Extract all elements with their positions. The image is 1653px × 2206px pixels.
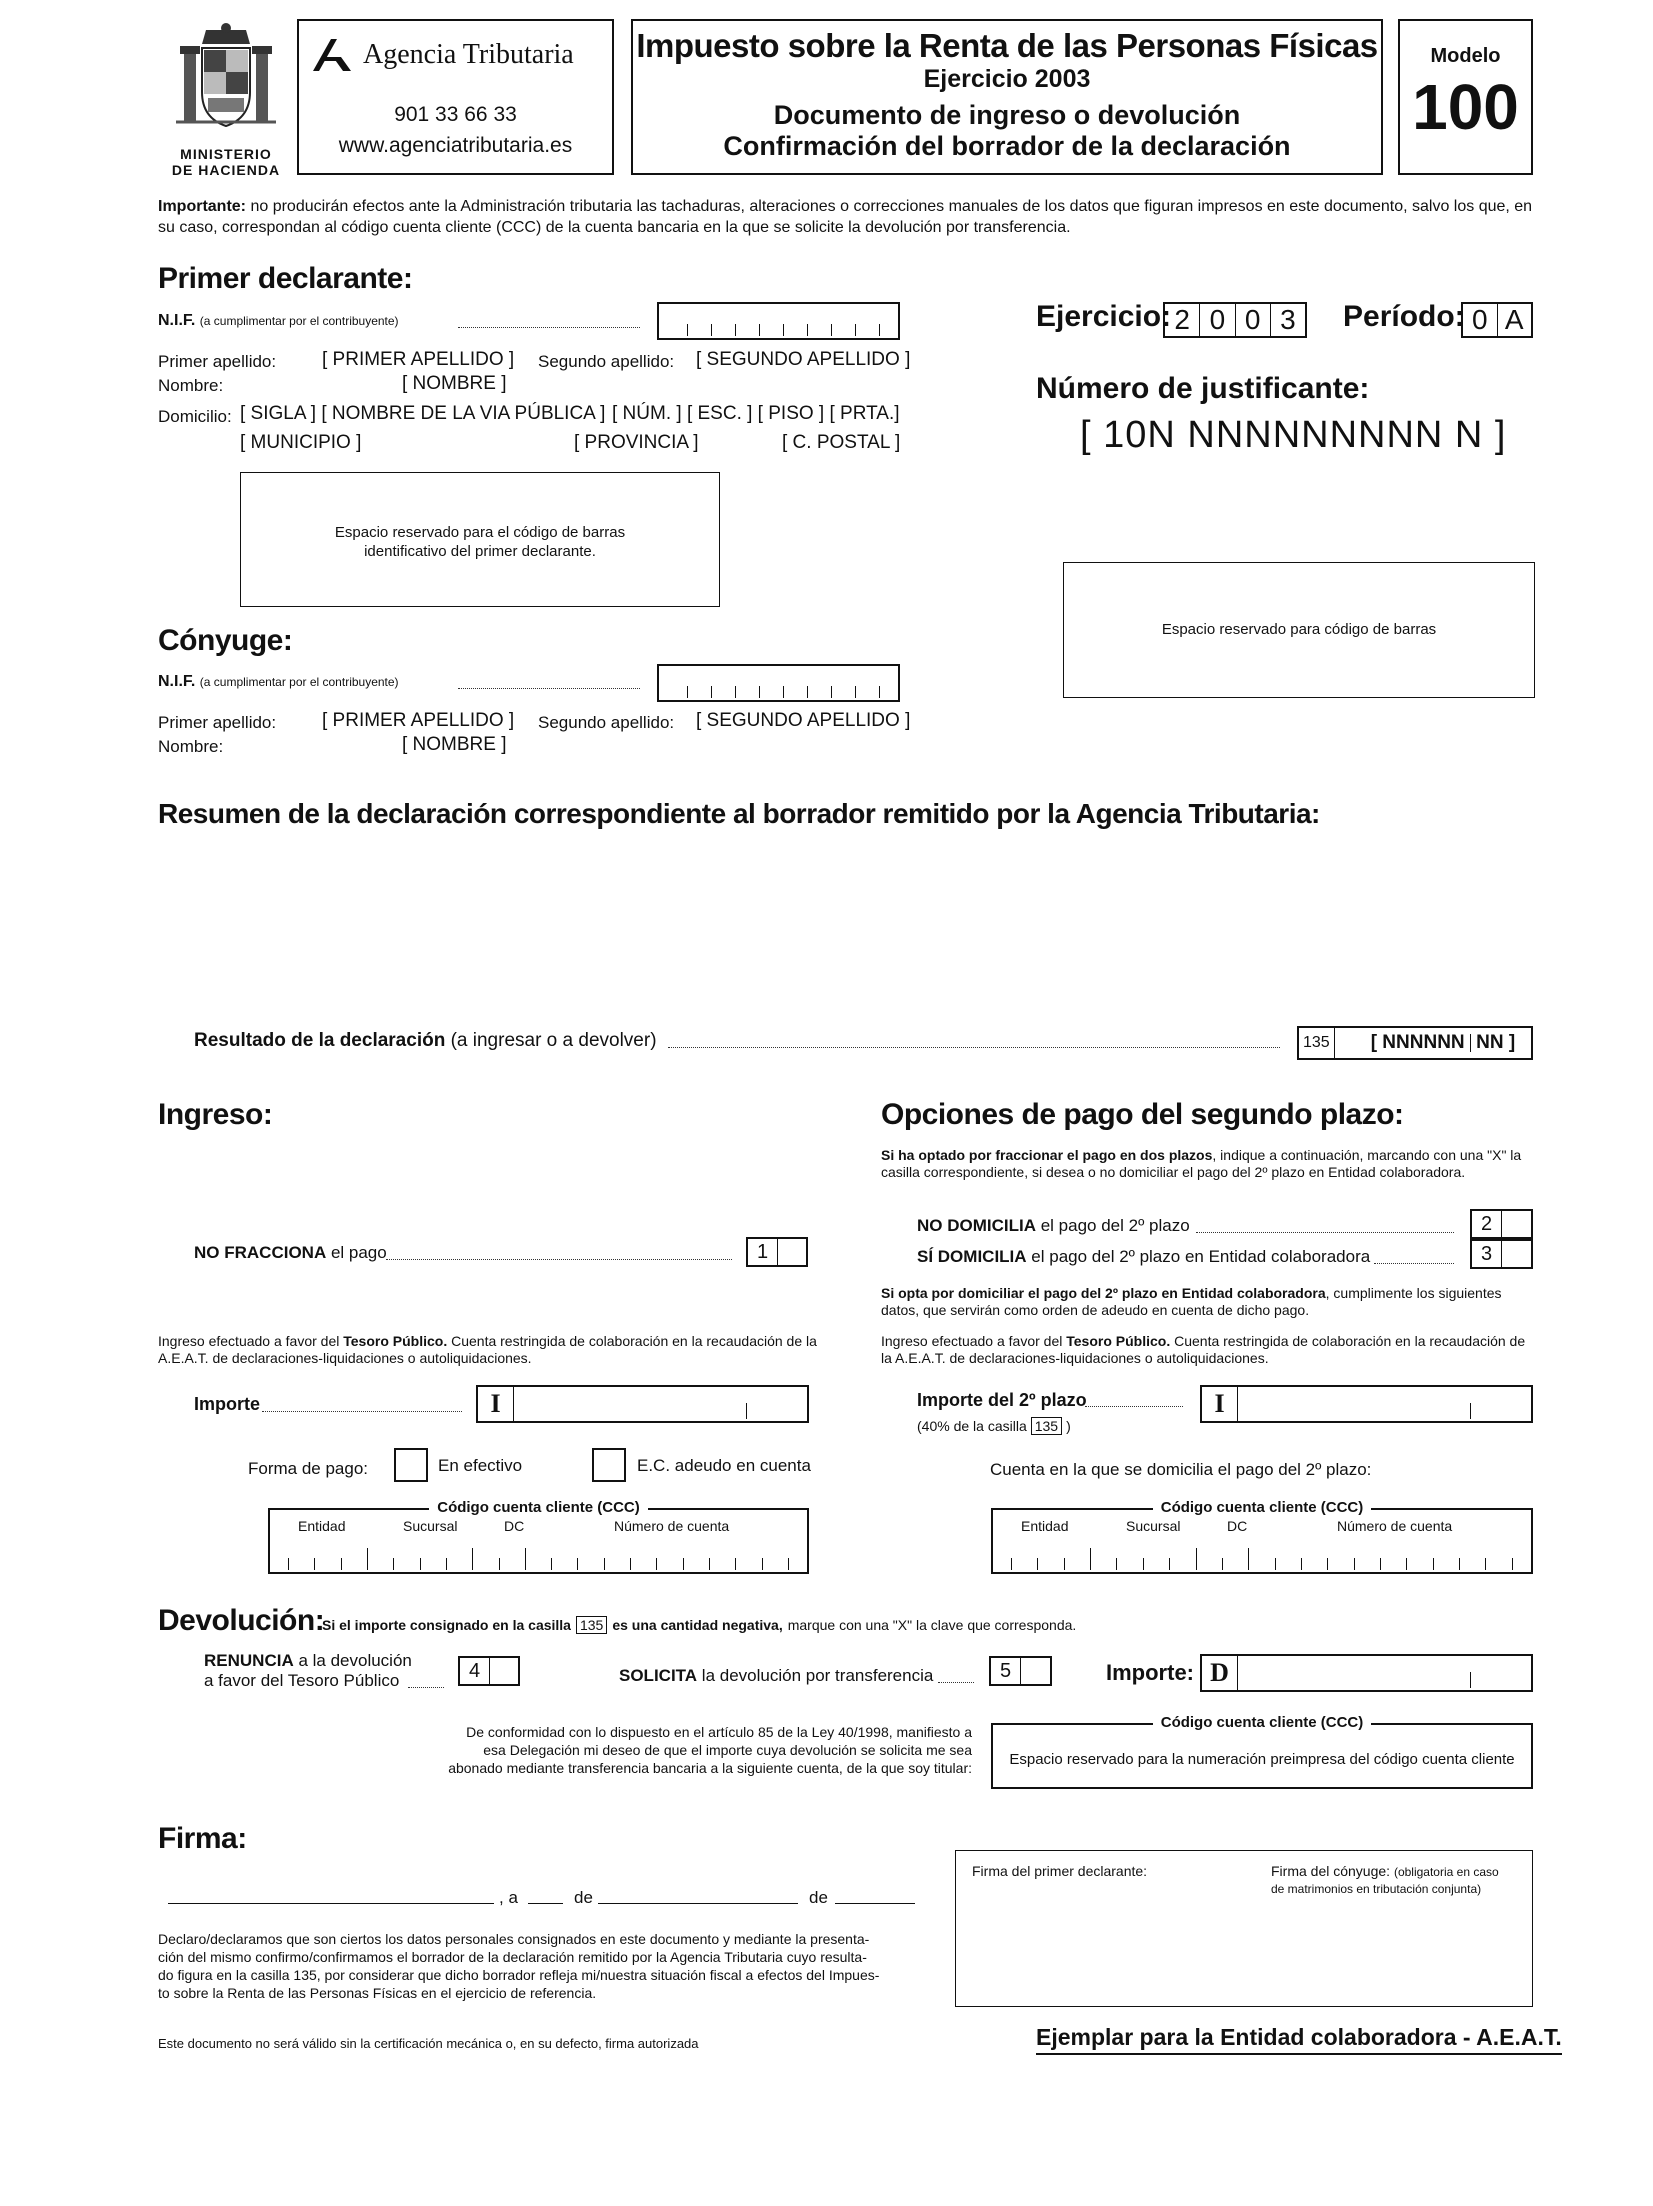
firma-de-label2: de [809,1888,828,1907]
justificante-value: [ 10N NNNNNNNNN N ] [1080,414,1507,456]
important-notice [158,196,1538,238]
ccc-title-text: Código cuenta cliente (CCC) [429,1499,648,1516]
no-fracciona-dots [386,1259,732,1260]
ccc-header-dc: DC [504,1518,525,1534]
tesoro-pre: Ingreso efectuado a favor del [881,1333,1067,1349]
periodo-label: Período: [1343,300,1465,333]
nif-dots [458,327,640,328]
adeudo-label: E.C. adeudo en cuenta [637,1456,811,1475]
domicilio-line1b: [ NÚM. ] [ ESC. ] [ PISO ] [ PRTA.] [612,403,900,424]
tesoro-bold: Tesoro Público. [343,1333,448,1349]
ejercicio-label-text: Ejercicio [1036,300,1162,333]
ingreso-importe-field[interactable] [476,1385,809,1423]
ccc-preprinted-note: Espacio reservado para la numeración preimpresa del código cuenta cliente [1009,1751,1515,1768]
nif-note: (a cumplimentar por el contribuyente) [199,675,399,689]
domicilio-label: Domicilio: [158,407,232,426]
conyuge-primer-apellido-value: [ PRIMER APELLIDO ] [322,710,515,731]
firma-primer-label: Firma del primer declarante: [972,1863,1148,1879]
no-domicilia-dots [1196,1232,1454,1233]
modelo-number: 100 [1412,71,1519,143]
barcode-note-line2: identificativo del primer declarante. [364,543,596,560]
nif-label: N.I.F. [158,312,196,329]
validez-note: Este documento no será válido sin la certificación mecánica o, en su defecto, firma autorizada [158,2036,699,2051]
solicita-dots [938,1682,974,1683]
importe-dots [262,1411,462,1412]
si-domicilia-bold: SÍ DOMICILIA [917,1247,1027,1266]
nif-ticks [687,324,880,336]
barcode-space [1063,562,1535,698]
ccc-title [270,1499,807,1516]
opciones-ccc-field[interactable] [991,1499,1533,1574]
domiciliar-note [881,1285,1533,1319]
ejercicio-digits [1163,302,1307,338]
primer-nif-field[interactable] [657,302,900,340]
place-line[interactable] [168,1903,494,1904]
ccc-ticks [1011,1548,1513,1570]
title-box [631,19,1383,175]
renuncia-label [204,1651,412,1691]
codigo-postal: [ C. POSTAL ] [782,432,901,453]
justificante-label: Número de justificante: [1036,372,1370,405]
no-fracciona-bold: NO FRACCIONA [194,1243,327,1262]
opciones-intro-text: , indique a continuación, marcando con una "X" la casilla correspondiente, si desea o no domiciliar el pago del 2º plazo en Entidad colaboradora. [881,1147,1522,1180]
tesoro-post: Cuenta restringida de colaboración en la recaudación de la A.E.A.T. de declaraciones-liquidaciones o autoliquidaciones. [881,1333,1526,1366]
devolucion-intro [322,1616,1076,1634]
conyuge-segundo-apellido-value: [ SEGUNDO APELLIDO ] [696,710,911,731]
resultado-bold: Resultado de la declaración [194,1030,446,1051]
devolucion-intro-casilla: 135 [576,1616,607,1634]
tesoro-bold: Tesoro Público. [1066,1333,1171,1349]
casilla-5[interactable] [989,1656,1052,1686]
title-line1: Impuesto sobre la Renta de las Personas Físicas [636,27,1378,64]
efectivo-checkbox[interactable] [394,1448,428,1482]
resumen-title: Resumen de la declaración correspondiente al borrador remitido por la Agencia Tributaria: [158,798,1320,829]
conformidad-line3: abonado mediante transferencia bancaria a la siguiente cuenta, de la que soy titular: [448,1760,972,1776]
resultado-dots [668,1047,1280,1048]
primer-declarante-title: Primer declarante: [158,262,413,295]
conyuge-nombre-label: Nombre: [158,737,224,756]
casilla-1[interactable] [746,1237,808,1267]
opciones-importe-dots [1085,1406,1183,1407]
barcode-note-line1: Espacio reservado para el código de barras [334,524,626,541]
no-fracciona-text: el pago [326,1243,387,1262]
title-line3: Documento de ingreso o devolución [773,100,1241,130]
resultado-value-a: [ NNNNNN [1370,1032,1465,1053]
firma-de-label1: de [574,1888,593,1907]
ccc-header-sucursal: Sucursal [1126,1518,1181,1534]
periodo-digit: A [1497,304,1532,336]
devolucion-importe-label: Importe: [1106,1660,1194,1685]
forma-pago-label: Forma de pago: [248,1459,369,1478]
casilla-4-number: 4 [460,1658,490,1684]
opciones-intro-bold: Si ha optado por fraccionar el pago en dos plazos [881,1147,1213,1163]
conyuge-primer-apellido-label: Primer apellido: [158,713,277,732]
barcode-note: Espacio reservado para código de barras [1161,621,1437,638]
resultado-field[interactable] [1297,1026,1533,1060]
firma-conyuge-note2: de matrimonios en tributación conjunta) [1271,1882,1482,1896]
casilla-2-number: 2 [1472,1211,1502,1237]
provincia: [ PROVINCIA ] [574,432,699,453]
casilla-135: 135 [1299,1028,1335,1058]
agency-phone: 901 33 66 33 [394,103,517,126]
coat-of-arms-icon [166,22,286,137]
day-line[interactable] [528,1903,563,1904]
ccc-ticks [288,1548,789,1570]
agency-logo [311,35,574,75]
importe-letter: I [1202,1387,1238,1421]
declaro-line4: to sobre la Renta de las Personas Físicas en el ejercicio de referencia. [158,1985,597,2001]
nombre-label: Nombre: [158,376,224,395]
casilla-3[interactable] [1470,1239,1533,1269]
renuncia-dots [408,1687,444,1688]
ejercicio-label: Ejercicio: [1036,300,1172,333]
domicilio-line1a: [ SIGLA ] [ NOMBRE DE LA VIA PÚBLICA ] [240,403,606,424]
ccc-header-sucursal: Sucursal [403,1518,458,1534]
firma-a-label: , a [499,1888,518,1907]
ccc-title-text: Código cuenta cliente (CCC) [1153,1714,1372,1731]
ccc-title-text: Código cuenta cliente (CCC) [1153,1499,1372,1516]
nombre-value: [ NOMBRE ] [402,373,507,394]
ejercicio-digit: 2 [1174,304,1190,335]
solicita-bold: SOLICITA [619,1666,698,1685]
conyuge-nif-label [158,673,399,691]
title-line2: Ejercicio 2003 [923,65,1091,93]
cuenta-domicilia-label: Cuenta en la que se domicilia el pago del 2º plazo: [990,1460,1372,1479]
opciones-importe-field[interactable] [1200,1385,1533,1423]
conformidad-line1: De conformidad con lo dispuesto en el artículo 85 de la Ley 40/1998, manifiesto a [466,1724,972,1740]
casilla-4[interactable] [458,1656,520,1686]
year-line[interactable] [835,1903,915,1904]
opciones-title: Opciones de pago del segundo plazo: [881,1098,1404,1131]
resultado-value-b: NN ] [1476,1032,1516,1053]
segundo-apellido-value: [ SEGUNDO APELLIDO ] [696,349,911,370]
municipio: [ MUNICIPIO ] [240,432,362,453]
domiciliar-bold: Si opta por domiciliar el pago del 2º plazo en Entidad colaboradora [881,1285,1326,1301]
ministry-name-line1: MINISTERIO [180,146,272,162]
importe-decimal-sep [1470,1672,1472,1688]
importe-decimal-sep [746,1403,748,1419]
nif-note: (a cumplimentar por el contribuyente) [199,314,399,328]
ccc-header-cuenta: Número de cuenta [614,1518,730,1534]
importe-note-pre: (40% de la casilla [917,1418,1027,1434]
primer-nif-label [158,312,399,330]
declaro-line1: Declaro/declaramos que son ciertos los datos personales consignados en este documento y mediante la presenta- [158,1931,870,1947]
modelo-label: Modelo [1430,45,1501,67]
ingreso-ccc-field[interactable] [268,1499,809,1574]
firma-title: Firma: [158,1822,247,1855]
devolucion-importe-field[interactable] [1200,1654,1533,1692]
importe-note-post: ) [1066,1418,1071,1434]
ingreso-title: Ingreso: [158,1098,273,1131]
firma-conyuge-label-text: Firma del cónyuge: [1271,1863,1391,1879]
primer-apellido-value: [ PRIMER APELLIDO ] [322,349,515,370]
casilla-1-number: 1 [748,1239,778,1265]
renuncia-text1: a la devolución [293,1651,412,1670]
solicita-label [619,1666,933,1686]
tesoro-pre: Ingreso efectuado a favor del [158,1333,344,1349]
opciones-intro [881,1147,1533,1181]
si-domicilia-label [917,1247,1370,1267]
devolucion-intro-text: marque con una "X" la clave que corresponda. [787,1617,1077,1633]
conyuge-title: Cónyuge: [158,624,293,657]
conyuge-segundo-apellido-label: Segundo apellido: [538,713,675,732]
agency-logo-icon [311,35,357,75]
segundo-apellido-label: Segundo apellido: [538,352,675,371]
ejercicio-digit: 0 [1235,304,1270,336]
firma-conyuge-note1: (obligatoria en caso [1393,1865,1499,1879]
declaro-text [158,1930,918,2002]
importe-letter: D [1202,1656,1238,1690]
ccc-header-dc: DC [1227,1518,1248,1534]
devolucion-ccc-field [991,1714,1533,1789]
ccc-header-entidad: Entidad [298,1518,346,1534]
nif-ticks [687,686,880,698]
adeudo-checkbox[interactable] [592,1448,626,1482]
ccc-header-entidad: Entidad [1021,1518,1069,1534]
resultado-sep [1470,1034,1472,1052]
casilla-2[interactable] [1470,1209,1533,1239]
important-text: no producirán efectos ante la Administración tributaria las tachaduras, alteraciones o correcciones manuales de los datos que figuran impresos en este documento, salvo los que, en su caso, correspondan al código cuenta cliente (CCC) de la cuenta bancaria en la que se solicite la devolución por transferencia. [158,198,1533,236]
ccc-title [993,1714,1531,1731]
conyuge-nombre-value: [ NOMBRE ] [402,734,507,755]
declaro-line3: do figura en la casilla 135, por considerar que dicho borrador refleja mi/nuestra situación fiscal a efectos del Impues- [158,1967,880,1983]
periodo-digits [1461,302,1533,338]
casilla-3-number: 3 [1472,1241,1502,1267]
ministry-logo [166,22,286,178]
modelo-box [1398,19,1533,175]
no-domicilia-label [917,1216,1190,1236]
title-line4: Confirmación del borrador de la declaración [723,131,1291,161]
importe-decimal-sep [1470,1403,1472,1419]
nif-dots [458,688,640,689]
opciones-tesoro-note [881,1333,1533,1367]
ccc-title [993,1499,1531,1516]
nif-label: N.I.F. [158,673,196,690]
firma-box[interactable] [955,1850,1533,2007]
devolucion-title: Devolución: [158,1604,325,1637]
efectivo-label: En efectivo [438,1456,523,1475]
important-label: Importante: [158,198,246,215]
ejemplar-label: Ejemplar para la Entidad colaboradora - A.E.A.T. [1036,2024,1562,2055]
no-domicilia-bold: NO DOMICILIA [917,1216,1036,1235]
ejercicio-digit: 3 [1270,304,1305,336]
si-domicilia-text: el pago del 2º plazo en Entidad colaboradora [1026,1247,1371,1266]
renuncia-bold: RENUNCIA [204,1651,294,1670]
conformidad-note [380,1723,972,1777]
devolucion-intro-bold-b: es una cantidad negativa, [612,1617,783,1633]
primer-barcode-space [240,472,720,607]
ingreso-tesoro-note [158,1333,818,1367]
month-line[interactable] [598,1903,798,1904]
si-domicilia-dots [1374,1263,1454,1264]
opciones-importe-label: Importe del 2º plazo [917,1390,1087,1410]
tesoro-post: Cuenta restringida de colaboración en la recaudación de la A.E.A.T. de declaraciones-liquidaciones o autoliquidaciones. [158,1333,817,1366]
resultado-label [194,1030,657,1052]
importe-letter: I [478,1387,514,1421]
conformidad-line2: esa Delegación mi deseo de que el importe cuya devolución se solicita me sea [483,1742,972,1758]
devolucion-intro-bold-a: Si el importe consignado en la casilla [322,1617,571,1633]
ejercicio-digit: 0 [1199,304,1234,336]
ingreso-importe-label: Importe [194,1394,261,1414]
resultado-text: (a ingresar o a devolver) [445,1030,657,1051]
agency-name: Agencia Tributaria [363,39,574,70]
periodo-digit: 0 [1471,304,1488,335]
ccc-header-cuenta: Número de cuenta [1337,1518,1453,1534]
renuncia-text2: a favor del Tesoro Público [204,1671,400,1690]
ministry-name-line2: DE HACIENDA [171,162,281,178]
no-fracciona-label [194,1243,387,1263]
agency-box [297,19,614,175]
conyuge-nif-field[interactable] [657,664,900,702]
solicita-text: la devolución por transferencia [697,1666,934,1685]
casilla-5-number: 5 [991,1658,1021,1684]
no-domicilia-text: el pago del 2º plazo [1036,1216,1190,1235]
primer-apellido-label: Primer apellido: [158,352,277,371]
declaro-line2: ción del mismo confirmo/confirmamos el borrador de la declaración remitido por la Agencia Tributaria cuyo resulta- [158,1949,867,1965]
domiciliar-text: , cumplimente los siguientes datos, que servirán como orden de adeudo en cuenta de dicho pago. [881,1285,1502,1318]
importe-note-casilla: 135 [1031,1417,1062,1435]
agency-web: www.agenciatributaria.es [338,134,573,157]
opciones-importe-note [917,1417,1071,1435]
firma-conyuge-label [1271,1863,1499,1898]
